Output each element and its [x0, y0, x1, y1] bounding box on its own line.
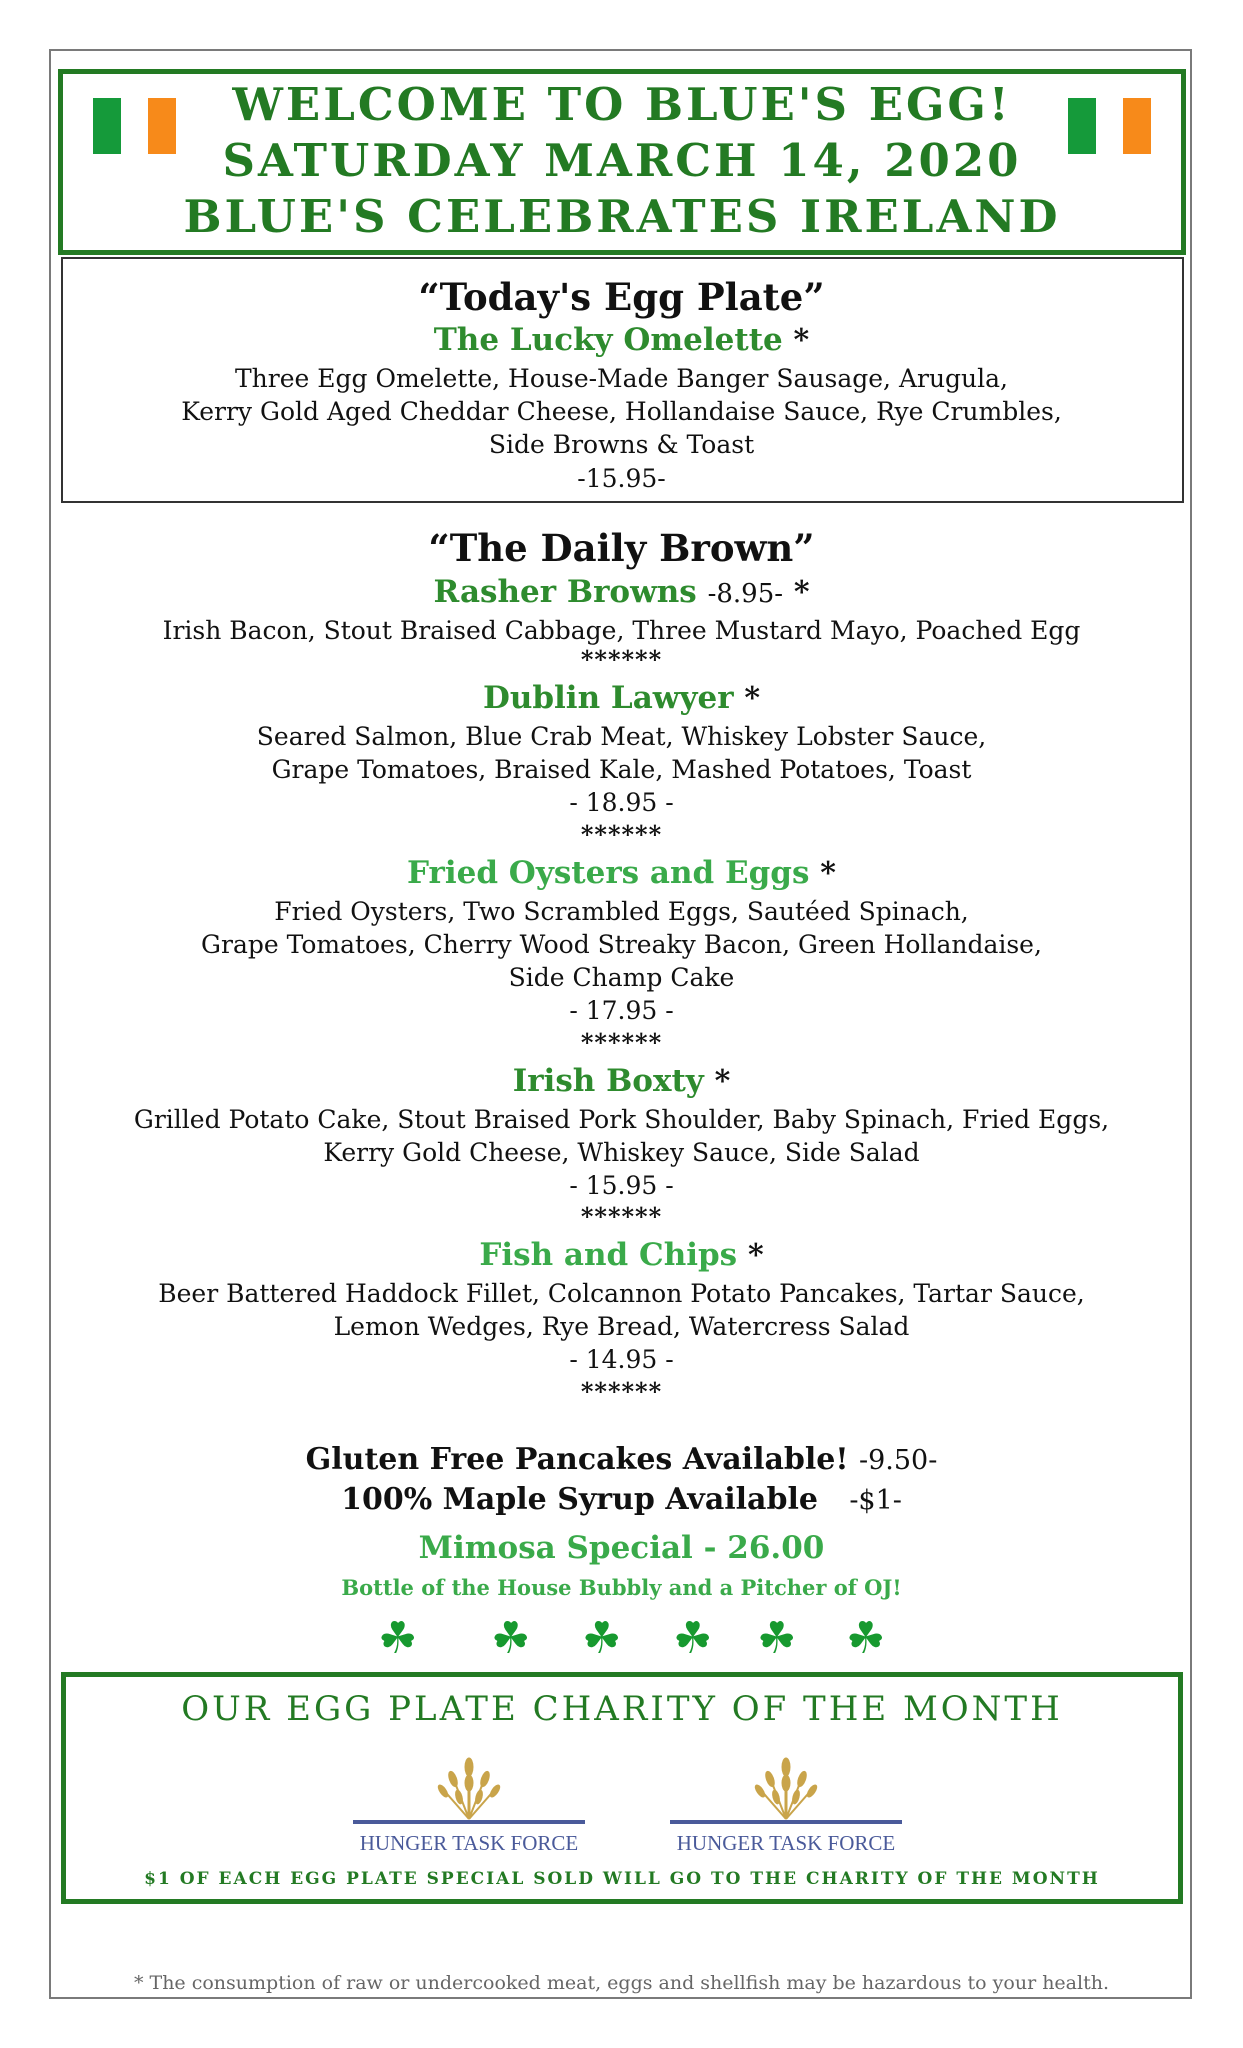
welcome-title: WELCOME TO BLUE'S EGG! — [232, 78, 1012, 131]
item-price: -8.95- — [707, 579, 784, 609]
item-name: Dublin Lawyer — [482, 680, 734, 716]
dublin-lawyer-description: Grape Tomatoes, Braised Kale, Mashed Potatoes, Toast — [271, 755, 972, 784]
hunger-task-force-logo — [349, 1753, 589, 1863]
item-name: Fish and Chips — [479, 1237, 738, 1273]
daily-brown-heading: “The Daily Brown” — [428, 526, 815, 570]
raw-warning-asterisk: * — [793, 323, 810, 358]
item-name: Irish Boxty — [512, 1063, 704, 1099]
raw-warning-asterisk: * — [714, 1064, 731, 1099]
charity-box — [61, 1672, 1183, 1904]
separator: ****** — [580, 1202, 663, 1231]
logo-name: HUNGER TASK FORCE — [676, 1831, 896, 1855]
rasher-browns-description: Irish Bacon, Stout Braised Cabbage, Three Mustard Mayo, Poached Egg — [162, 616, 1081, 645]
rasher-browns-title — [60, 574, 1183, 610]
raw-warning-asterisk: * — [747, 1238, 764, 1273]
fried-oysters-title — [60, 855, 1183, 891]
raw-warning-asterisk: * — [820, 856, 836, 891]
egg-plate-item-title — [60, 322, 1183, 358]
fish-and-chips-price: - 14.95 - — [569, 1345, 674, 1374]
item-name: Rasher Browns — [433, 574, 697, 610]
fried-oysters-description: Grape Tomatoes, Cherry Wood Streaky Bacon, Green Hollandaise, — [201, 930, 1042, 959]
wheat-icon — [666, 1753, 906, 1823]
dublin-lawyer-price: - 18.95 - — [569, 788, 674, 817]
egg-plate-price: -15.95- — [577, 464, 666, 493]
charity-note: $1 OF EACH EGG PLATE SPECIAL SOLD WILL GO TO THE CHARITY OF THE MONTH — [144, 1869, 1100, 1889]
separator: ****** — [580, 1028, 663, 1057]
shamrock-icon: ☘ — [846, 1613, 886, 1664]
egg-plate-heading: “Today's Egg Plate” — [418, 275, 825, 319]
irish-boxty-description: Kerry Gold Cheese, Whiskey Sauce, Side Salad — [323, 1138, 920, 1167]
gluten-free-label: Gluten Free Pancakes Available! — [305, 1442, 849, 1477]
maple-syrup-line — [60, 1482, 1183, 1517]
shamrock-row — [60, 1613, 1183, 1667]
separator: ****** — [580, 645, 663, 674]
fried-oysters-price: - 17.95 - — [569, 996, 674, 1025]
mimosa-special-description: Bottle of the House Bubbly and a Pitcher of OJ! — [341, 1575, 902, 1600]
date-title: SATURDAY MARCH 14, 2020 — [222, 134, 1022, 187]
raw-warning-asterisk: * — [793, 575, 810, 610]
irish-boxty-description: Grilled Potato Cake, Stout Braised Pork Shoulder, Baby Spinach, Fried Eggs, — [133, 1105, 1110, 1134]
dublin-lawyer-title — [60, 680, 1183, 716]
raw-warning-asterisk: * — [744, 681, 761, 716]
egg-plate-item-name: The Lucky Omelette — [433, 322, 783, 358]
item-name: Fried Oysters and Eggs — [407, 855, 810, 891]
egg-plate-description: Three Egg Omelette, House-Made Banger Sausage, Arugula, — [235, 364, 1008, 393]
gluten-free-line — [60, 1442, 1183, 1477]
fried-oysters-description: Fried Oysters, Two Scrambled Eggs, Sautéed Spinach, — [274, 897, 969, 926]
charity-title: OUR EGG PLATE CHARITY OF THE MONTH — [181, 1689, 1063, 1729]
health-disclaimer: * The consumption of raw or undercooked meat, eggs and shellfish may be hazardous to your health. — [133, 1972, 1109, 1994]
maple-syrup-price: -$1- — [849, 1485, 902, 1516]
irish-boxty-title — [60, 1063, 1183, 1099]
shamrock-icon: ☘ — [378, 1613, 418, 1664]
irish-boxty-price: - 15.95 - — [569, 1171, 674, 1200]
separator: ****** — [580, 820, 663, 849]
logo-underline — [353, 1820, 585, 1824]
maple-syrup-label: 100% Maple Syrup Available — [341, 1482, 818, 1517]
fried-oysters-description: Side Champ Cake — [508, 963, 735, 992]
fish-and-chips-title — [60, 1237, 1183, 1273]
wheat-icon — [349, 1753, 589, 1823]
header-banner — [58, 69, 1186, 255]
shamrock-icon: ☘ — [491, 1613, 531, 1664]
shamrock-icon: ☘ — [757, 1613, 797, 1664]
logo-name: HUNGER TASK FORCE — [359, 1831, 579, 1855]
fish-and-chips-description: Lemon Wedges, Rye Bread, Watercress Salad — [333, 1312, 910, 1341]
dublin-lawyer-description: Seared Salmon, Blue Crab Meat, Whiskey Lobster Sauce, — [256, 722, 987, 751]
shamrock-icon: ☘ — [673, 1613, 713, 1664]
logo-underline — [670, 1820, 902, 1824]
celebration-title: BLUE'S CELEBRATES IRELAND — [183, 190, 1061, 243]
egg-plate-description: Side Browns & Toast — [488, 430, 755, 459]
egg-plate-description: Kerry Gold Aged Cheddar Cheese, Hollandaise Sauce, Rye Crumbles, — [181, 397, 1062, 426]
mimosa-special-title: Mimosa Special - 26.00 — [418, 1530, 825, 1566]
hunger-task-force-logo — [666, 1753, 906, 1863]
fish-and-chips-description: Beer Battered Haddock Fillet, Colcannon Potato Pancakes, Tartar Sauce, — [158, 1279, 1085, 1308]
separator: ****** — [580, 1377, 663, 1406]
shamrock-icon: ☘ — [582, 1613, 622, 1664]
gluten-free-price: -9.50- — [859, 1445, 938, 1476]
